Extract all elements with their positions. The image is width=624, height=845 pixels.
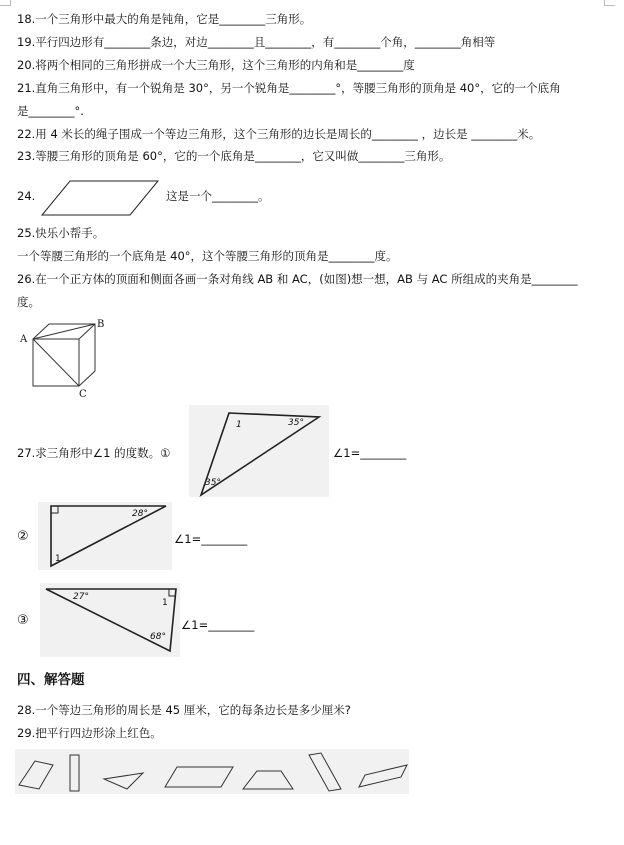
cube-label-c: C (79, 389, 87, 400)
question-27-answer-2: ∠1=________ (174, 532, 248, 546)
question-18: 18.一个三角形中最大的角是钝角，它是________三角形。 (17, 12, 312, 26)
question-25-problem: 一个等腰三角形的一个底角是 40°，这个等腰三角形的顶角是________度。 (17, 249, 398, 263)
question-27-number-2: ② (17, 529, 29, 544)
question-27: 27.求三角形中∠1 的度数。① (17, 446, 171, 460)
triangle-3-shape (40, 583, 180, 657)
triangle-3-angle-left: 27° (73, 592, 89, 602)
question-27-answer-3: ∠1=________ (181, 618, 255, 632)
question-28: 28.一个等边三角形的周长是 45 厘米，它的每条边长是多少厘米? (17, 703, 351, 717)
shape-rectangle (70, 755, 79, 791)
question-27-answer-1: ∠1=________ (333, 446, 407, 460)
cube-label-b: B (97, 319, 105, 330)
shape-trapezoid (243, 771, 293, 789)
triangle-3-angle-bottom: 68° (150, 632, 166, 642)
parallelogram-figure (40, 178, 162, 218)
triangle-2-angle-top: 28° (132, 509, 148, 519)
triangle-2-angle-bottom: 1 (55, 554, 61, 564)
question-21-line2: 是________°. (17, 104, 84, 118)
shape-parallelogram-3 (359, 765, 407, 787)
page-corner-mark-left (0, 0, 11, 6)
question-26-line1: 26.在一个正方体的顶面和侧面各画一条对角线 AB 和 AC，(如图)想一想，AB 与 AC 所组成的夹角是________ (17, 272, 578, 286)
question-20: 20.将两个相同的三角形拼成一个大三角形，这个三角形的内角和是________度 (17, 58, 415, 72)
question-23: 23.等腰三角形的顶角是 60°，它的一个底角是________，它又叫做________三角形。 (17, 149, 451, 163)
triangle-1-angle-bottom: 35° (205, 478, 221, 488)
shape-triangle (104, 773, 143, 789)
section-heading: 四、解答题 (17, 672, 85, 688)
shape-quadrilateral-1 (19, 761, 53, 789)
question-22: 22.用 4 米长的绳子围成一个等边三角形，这个三角形的边长是周长的________ ，边长是 ________米。 (17, 127, 541, 141)
question-24-text: 这是一个________。 (166, 189, 270, 203)
question-24-number: 24. (17, 189, 36, 203)
shape-parallelogram-2 (309, 753, 341, 791)
page-corner-mark-right (604, 0, 615, 6)
question-25: 25.快乐小帮手。 (17, 226, 105, 240)
question-29: 29.把平行四边形涂上红色。 (17, 726, 162, 740)
question-19: 19.平行四边形有________条边，对边________且________，有________个角，________角相等 (17, 35, 496, 49)
triangle-1-angle-right: 35° (288, 418, 304, 428)
shape-parallelogram-1 (165, 767, 233, 787)
question-21-line1: 21.直角三角形中，有一个锐角是 30°，另一个锐角是________°，等腰三角形的顶角是 40°，它的一个底角 (17, 81, 561, 95)
cube-label-a: A (20, 334, 28, 345)
triangle-1-angle-top: 1 (236, 420, 242, 430)
shapes-strip-figures (15, 749, 409, 794)
question-27-number-3: ③ (17, 613, 29, 628)
question-26-line2: 度。 (17, 295, 40, 309)
triangle-3-angle-right-top: 1 (162, 598, 168, 608)
